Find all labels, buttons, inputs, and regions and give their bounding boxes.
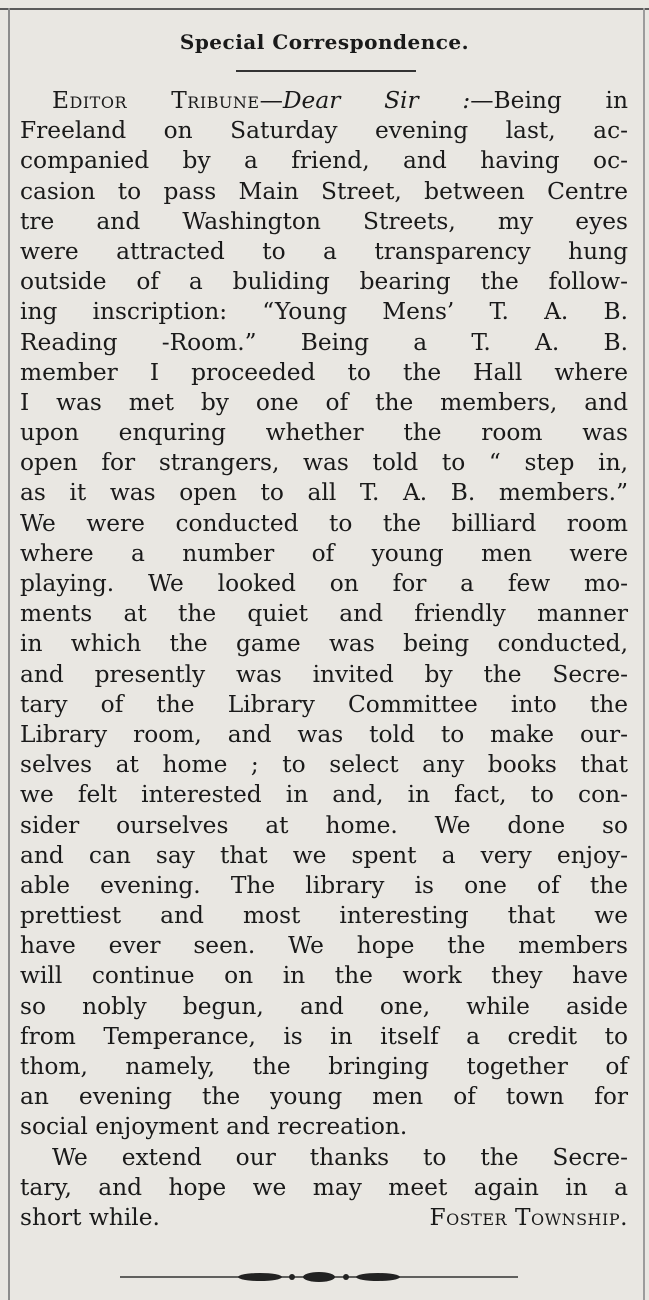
article-line: casion to pass Main Street, between Centre xyxy=(20,177,628,205)
article-line: where a number of young men were xyxy=(20,539,628,567)
closing-line: tary, and hope we may meet again in a xyxy=(20,1173,628,1201)
article-line: open for strangers, was told to “ step in, xyxy=(20,449,628,477)
top-rule xyxy=(0,8,649,10)
article-line: We were conducted to the billiard room xyxy=(20,509,628,537)
salutation-greeting: Dear Sir : xyxy=(282,87,471,114)
closing-last: short while. xyxy=(20,1203,160,1231)
article-line: prettiest and most interesting that we xyxy=(20,902,628,930)
article-line: so nobly begun, and one, while aside xyxy=(20,992,628,1020)
article-line: social enjoyment and recreation. xyxy=(20,1113,408,1141)
closing-line: We extend our thanks to the Secre- xyxy=(52,1143,628,1171)
article-line: ing inscription: “Young Mens’ T. A. B. xyxy=(20,298,628,326)
article-line: as it was open to all T. A. B. members.” xyxy=(20,479,628,507)
column-rule-left xyxy=(8,8,10,1300)
article-line: ments at the quiet and friendly manner xyxy=(20,600,628,628)
article-line: Reading -Room.” Being a T. A. B. xyxy=(20,328,628,356)
article-line: tary of the Library Committee into the xyxy=(20,690,628,718)
article-line: we felt interested in and, in fact, to con- xyxy=(20,781,628,809)
article-line: in which the game was being conducted, xyxy=(20,630,628,658)
article-line: thom, namely, the bringing together of xyxy=(20,1053,628,1080)
article-headline: Special Correspondence. xyxy=(179,30,470,54)
article-line: outside of a buliding bearing the follow- xyxy=(20,268,628,296)
article-line: from Temperance, is in itself a credit to xyxy=(20,1022,628,1050)
article-line-text: —Being in xyxy=(470,87,628,114)
article-body xyxy=(20,86,628,1233)
article-line: sider ourselves at home. We done so xyxy=(20,811,628,839)
article-line-1 xyxy=(20,86,628,116)
article-line: Library room, and was told to make our- xyxy=(20,720,628,748)
headline-rule xyxy=(236,70,416,72)
signature-line xyxy=(20,1203,628,1233)
article-line: tre and Washington Streets, my eyes xyxy=(20,207,628,235)
article-line: an evening the young men of town for xyxy=(20,1083,628,1111)
salutation-dash: — xyxy=(259,87,283,114)
article-line: playing. We looked on for a few mo- xyxy=(20,570,628,597)
article-line: will continue on in the work they have xyxy=(20,962,628,990)
article-line: Freeland on Saturday evening last, ac- xyxy=(20,117,628,145)
article-line: and presently was invited by the Secre- xyxy=(20,660,628,688)
article-line: upon enquring whether the room was xyxy=(20,419,628,447)
article-line: and can say that we spent a very enjoy- xyxy=(20,841,628,869)
article-line: member I proceeded to the Hall where xyxy=(20,358,628,386)
article-line: were attracted to a transparency hung xyxy=(20,237,628,265)
article-line: able evening. The library is one of the xyxy=(20,871,628,899)
article-line: I was met by one of the members, and xyxy=(20,388,628,416)
article-line: have ever seen. We hope the members xyxy=(20,932,628,960)
column-rule-right xyxy=(643,8,645,1300)
article-line: selves at home ; to select any books that xyxy=(20,751,628,779)
ornamental-divider xyxy=(120,1270,518,1284)
article-line: companied by a friend, and having oc- xyxy=(20,147,628,175)
salutation-name: Editor Tribune xyxy=(52,87,260,114)
signature: Foster Township. xyxy=(429,1203,628,1231)
